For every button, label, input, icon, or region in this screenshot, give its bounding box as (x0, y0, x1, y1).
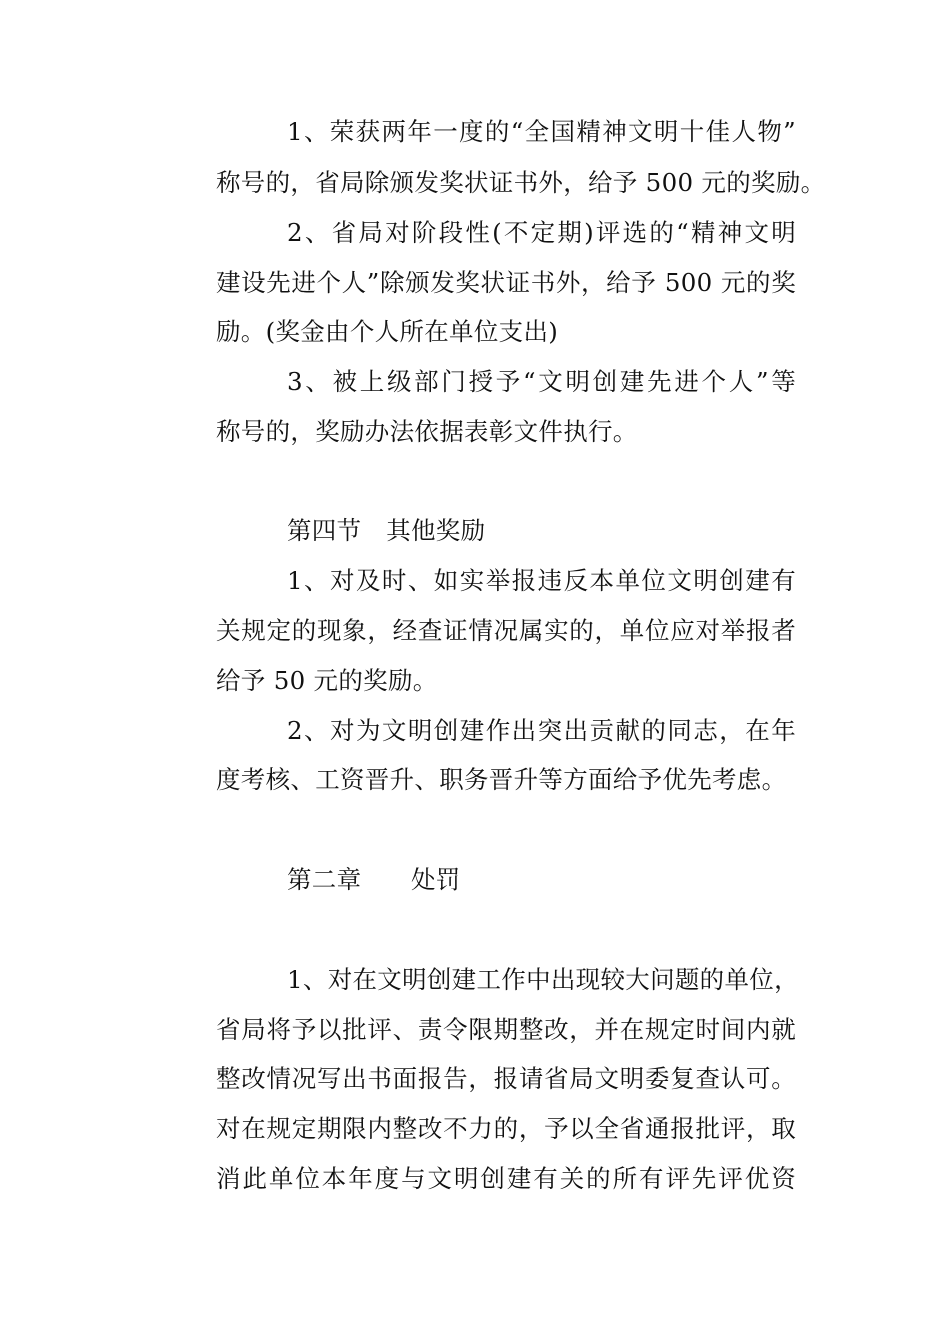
paragraph-line: 1、对及时、如实举报违反本单位文明创建有 (287, 566, 796, 595)
paragraph-line: 1、荣获两年一度的“全国精神文明十佳人物” (287, 117, 796, 146)
chapter-heading: 第二章 处罚 (287, 865, 461, 894)
paragraph-line: 1、对在文明创建工作中出现较大问题的单位， (287, 965, 799, 994)
paragraph-line: 消此单位本年度与文明创建有关的所有评先评优资 (216, 1164, 796, 1193)
paragraph-line: 关规定的现象，经查证情况属实的，单位应对举报者 (216, 616, 796, 645)
paragraph-line: 建设先进个人”除颁发奖状证书外，给予 500 元的奖 (216, 268, 796, 297)
paragraph-line: 2、对为文明创建作出突出贡献的同志，在年 (287, 716, 796, 745)
paragraph-line: 对在规定期限内整改不力的，予以全省通报批评，取 (216, 1114, 796, 1143)
paragraph-line: 整改情况写出书面报告，报请省局文明委复查认可。 (216, 1064, 796, 1093)
section-heading: 第四节 其他奖励 (287, 516, 486, 545)
paragraph-line: 励。(奖金由个人所在单位支出) (216, 317, 559, 346)
paragraph-line: 省局将予以批评、责令限期整改，并在规定时间内就 (216, 1015, 796, 1044)
paragraph-line: 称号的，奖励办法依据表彰文件执行。 (216, 417, 638, 446)
paragraph-line: 给予 50 元的奖励。 (216, 666, 438, 695)
paragraph-line: 度考核、工资晋升、职务晋升等方面给予优先考虑。 (216, 765, 787, 794)
paragraph-line: 3、被上级部门授予“文明创建先进个人”等 (287, 367, 796, 396)
paragraph-line: 2、省局对阶段性(不定期)评选的“精神文明 (287, 218, 796, 247)
paragraph-line: 称号的，省局除颁发奖状证书外，给予 500 元的奖励。 (216, 168, 826, 197)
